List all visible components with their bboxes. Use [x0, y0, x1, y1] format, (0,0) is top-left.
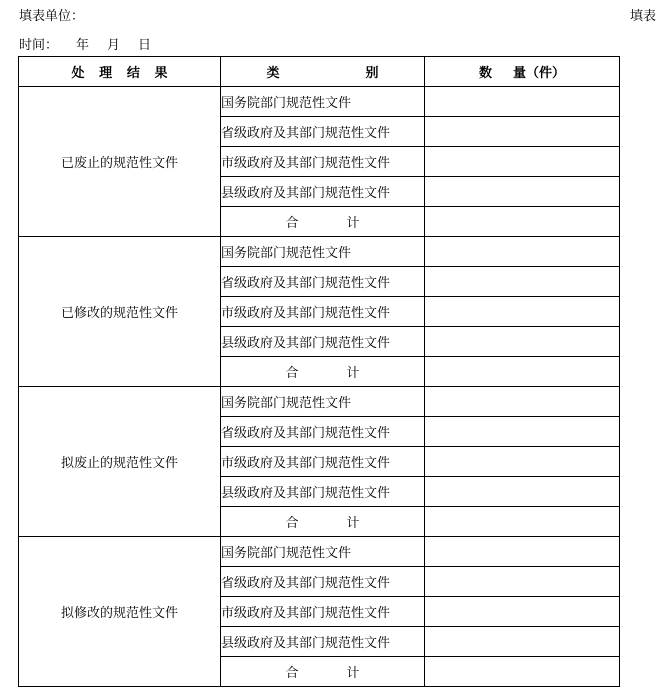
category-cell: 省级政府及其部门规范性文件 [221, 417, 425, 447]
year-label: 年 [76, 38, 90, 53]
quantity-cell[interactable] [425, 537, 620, 567]
total-label: 合 计 [221, 207, 425, 237]
category-cell: 市级政府及其部门规范性文件 [221, 597, 425, 627]
header-row [19, 57, 620, 87]
table-row [19, 87, 620, 117]
category-cell: 省级政府及其部门规范性文件 [221, 267, 425, 297]
fill-label: 填表 [630, 9, 657, 24]
category-cell: 省级政府及其部门规范性文件 [221, 117, 425, 147]
total-quantity-cell[interactable] [425, 507, 620, 537]
header-category: 类 别 [221, 57, 425, 87]
quantity-cell[interactable] [425, 387, 620, 417]
quantity-cell[interactable] [425, 117, 620, 147]
group-label: 拟废止的规范性文件 [19, 387, 221, 537]
category-cell: 省级政府及其部门规范性文件 [221, 567, 425, 597]
quantity-cell[interactable] [425, 87, 620, 117]
quantity-cell[interactable] [425, 237, 620, 267]
total-quantity-cell[interactable] [425, 657, 620, 687]
category-cell: 国务院部门规范性文件 [221, 87, 425, 117]
day-label: 日 [138, 38, 152, 53]
group-label: 已废止的规范性文件 [19, 87, 221, 237]
report-table [18, 56, 620, 687]
total-label: 合 计 [221, 357, 425, 387]
total-quantity-cell[interactable] [425, 207, 620, 237]
quantity-cell[interactable] [425, 147, 620, 177]
category-cell: 国务院部门规范性文件 [221, 387, 425, 417]
group-label: 已修改的规范性文件 [19, 237, 221, 387]
quantity-cell[interactable] [425, 327, 620, 357]
table-row [19, 537, 620, 567]
quantity-cell[interactable] [425, 417, 620, 447]
quantity-cell[interactable] [425, 477, 620, 507]
table-row [19, 387, 620, 417]
category-cell: 市级政府及其部门规范性文件 [221, 447, 425, 477]
total-label: 合 计 [221, 507, 425, 537]
unit-label: 填表单位： [19, 9, 85, 24]
date-line [19, 34, 151, 53]
quantity-cell[interactable] [425, 567, 620, 597]
table-row [19, 237, 620, 267]
category-cell: 县级政府及其部门规范性文件 [221, 477, 425, 507]
header-quantity: 数 量（件） [425, 57, 620, 87]
category-cell: 市级政府及其部门规范性文件 [221, 147, 425, 177]
quantity-cell[interactable] [425, 267, 620, 297]
category-cell: 国务院部门规范性文件 [221, 237, 425, 267]
category-cell: 县级政府及其部门规范性文件 [221, 627, 425, 657]
category-cell: 国务院部门规范性文件 [221, 537, 425, 567]
quantity-cell[interactable] [425, 597, 620, 627]
total-label: 合 计 [221, 657, 425, 687]
quantity-cell[interactable] [425, 177, 620, 207]
total-quantity-cell[interactable] [425, 357, 620, 387]
header-result: 处 理 结 果 [19, 57, 221, 87]
category-cell: 县级政府及其部门规范性文件 [221, 177, 425, 207]
month-label: 月 [107, 38, 121, 53]
category-cell: 市级政府及其部门规范性文件 [221, 297, 425, 327]
category-cell: 县级政府及其部门规范性文件 [221, 327, 425, 357]
quantity-cell[interactable] [425, 297, 620, 327]
group-label: 拟修改的规范性文件 [19, 537, 221, 687]
date-label: 时间： [19, 38, 59, 53]
quantity-cell[interactable] [425, 627, 620, 657]
quantity-cell[interactable] [425, 447, 620, 477]
